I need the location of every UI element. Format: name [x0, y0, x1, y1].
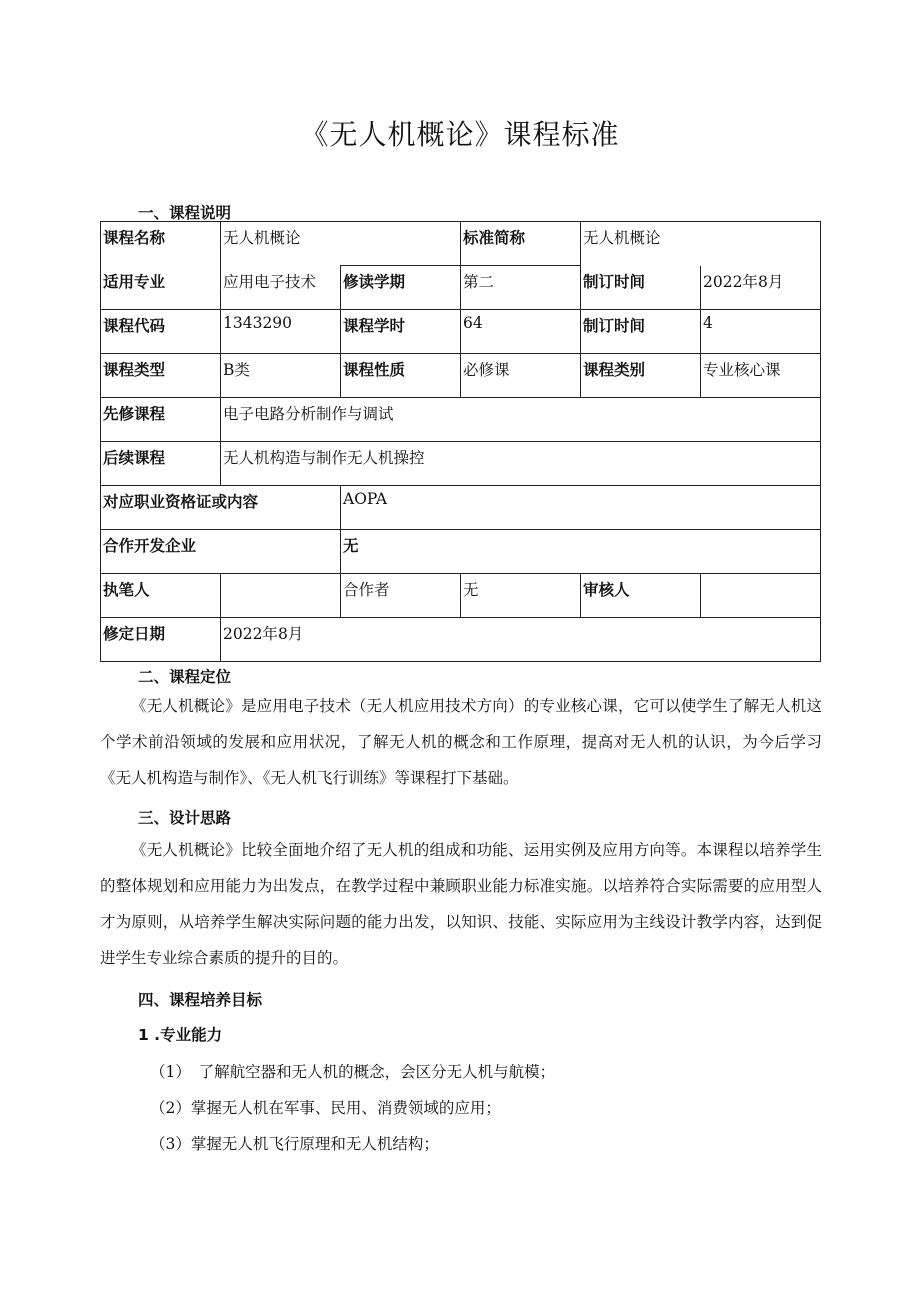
- revision-date-value: 2022年8月: [221, 618, 821, 662]
- followup-value: 无人机构造与制作无人机操控: [221, 442, 821, 486]
- revise-time-label-2: 制订时间: [581, 310, 701, 354]
- course-name-value: 无人机概论: [221, 222, 461, 266]
- course-type-value: B类: [221, 354, 341, 398]
- course-nature-label: 课程性质: [341, 354, 461, 398]
- short-name-value: 无人机概论: [581, 222, 821, 266]
- sub-heading-professional-ability: 1 .专业能力: [138, 1026, 223, 1044]
- course-hours-label: 课程学时: [341, 310, 461, 354]
- revise-time-value: 2022年8月: [701, 266, 821, 310]
- course-positioning-paragraph: 《无人机概论》是应用电子技术（无人机应用技术方向）的专业核心课，它可以使学生了解无人机这个学术前沿领域的发展和应用状况，了解无人机的概念和工作原理，提高对无人机的认识，为今后学习《无人机构造与制作》、《无人机飞行训练》等课程打下基础。: [100, 697, 822, 787]
- reviewer-label: 审核人: [581, 574, 701, 618]
- course-nature-value: 必修课: [461, 354, 581, 398]
- course-info-table: [100, 221, 821, 662]
- partner-label: 合作开发企业: [101, 530, 341, 574]
- semester-value: 第二: [461, 266, 581, 310]
- section-heading-course-positioning: 二、课程定位: [138, 668, 232, 686]
- course-code-label: 课程代码: [101, 310, 221, 354]
- cert-value: AOPA: [341, 486, 821, 530]
- major-value: 应用电子技术: [221, 266, 341, 310]
- short-name-label: 标准简称: [461, 222, 581, 266]
- goal-item-1: （1） 了解航空器和无人机的概念，会区分无人机与航模；: [150, 1063, 556, 1081]
- course-category-value: 专业核心课: [701, 354, 821, 398]
- course-name-label: 课程名称: [101, 222, 221, 266]
- cert-label: 对应职业资格证或内容: [101, 486, 341, 530]
- semester-label: 修读学期: [341, 266, 461, 310]
- goal-item-3: （3）掌握无人机飞行原理和无人机结构；: [150, 1135, 439, 1153]
- followup-label: 后续课程: [101, 442, 221, 486]
- revision-date-label: 修定日期: [101, 618, 221, 662]
- revise-time-label: 制订时间: [581, 266, 701, 310]
- goal-item-2: （2）掌握无人机在军事、民用、消费领域的应用；: [150, 1099, 501, 1117]
- coauthor-label: 合作者: [341, 574, 461, 618]
- section-heading-training-goals: 四、课程培养目标: [138, 991, 263, 1009]
- design-approach-paragraph: 《无人机概论》比较全面地介绍了无人机的组成和功能、运用实例及应用方向等。本课程以培养学生的整体规划和应用能力为出发点，在教学过程中兼顾职业能力标准实施。以培养符合实际需要的应用型人才为原则，从培养学生解决实际问题的能力出发，以知识、技能、实际应用为主线设计教学内容，达到促进学生专业综合素质的提升的目的。: [100, 841, 822, 967]
- prereq-label: 先修课程: [101, 398, 221, 442]
- course-hours-value: 64: [461, 310, 581, 354]
- course-code-value: 1343290: [221, 310, 341, 354]
- page-title: 《无人机概论》课程标准: [300, 118, 620, 151]
- reviewer-value: [701, 574, 821, 618]
- coauthor-value: 无: [461, 574, 581, 618]
- author-value: [221, 574, 341, 618]
- partner-value: 无: [341, 530, 821, 574]
- major-label: 适用专业: [101, 266, 221, 310]
- section-heading-design-approach: 三、设计思路: [138, 809, 232, 827]
- prereq-value: 电子电路分析制作与调试: [221, 398, 821, 442]
- credits-value: 4: [701, 310, 821, 354]
- course-category-label: 课程类别: [581, 354, 701, 398]
- course-type-label: 课程类型: [101, 354, 221, 398]
- section-heading-course-description: 一、课程说明: [138, 204, 232, 222]
- author-label: 执笔人: [101, 574, 221, 618]
